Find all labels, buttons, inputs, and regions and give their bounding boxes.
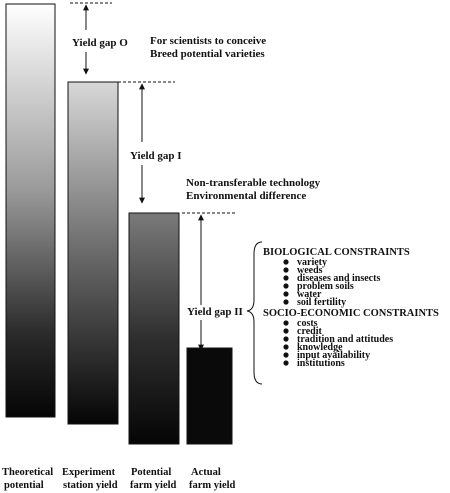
biological-item: problem soils xyxy=(297,281,354,292)
bullet-icon xyxy=(283,328,288,333)
bullet-icon xyxy=(283,267,288,272)
biological-item: diseases and insects xyxy=(297,273,381,284)
socio-economic-item: institutions xyxy=(297,358,345,369)
biological-item: soil fertility xyxy=(297,297,347,308)
caption-actual-farm-line-1: Actual xyxy=(191,467,221,478)
bullet-icon xyxy=(283,320,288,325)
biological-item: water xyxy=(297,289,322,300)
bullet-icon xyxy=(283,275,288,280)
gap-o-label: Yield gap O xyxy=(72,37,128,49)
socio-economic-item: knowledge xyxy=(297,342,343,353)
bar-potential-farm-yield xyxy=(129,213,179,444)
caption-actual-farm-line-2: farm yield xyxy=(189,480,236,491)
caption-theoretical-line-1: Theoretical xyxy=(2,467,54,478)
biological-constraints-list xyxy=(283,257,380,308)
caption-potential-farm-line-1: Potential xyxy=(131,467,172,478)
caption-theoretical-line-2: potential xyxy=(4,480,44,491)
biological-item: weeds xyxy=(297,265,323,276)
caption-potential-farm-line-2: farm yield xyxy=(130,480,177,491)
biological-item: variety xyxy=(297,257,327,268)
socio-economic-item: costs xyxy=(297,318,318,329)
bar-theoretical-potential xyxy=(6,4,55,417)
bullet-icon xyxy=(283,259,288,264)
bullet-icon xyxy=(283,299,288,304)
socio-economic-constraints-heading: SOCIO-ECONOMIC CONSTRAINTS xyxy=(263,308,439,319)
gap-i-note-1: Non-transferable technology xyxy=(186,177,321,189)
caption-experiment-line-1: Experiment xyxy=(62,467,116,478)
bullet-icon xyxy=(283,352,288,357)
biological-constraints-heading: BIOLOGICAL CONSTRAINTS xyxy=(263,247,410,258)
socio-economic-item: input availability xyxy=(297,350,371,361)
socio-economic-item: credit xyxy=(297,326,322,337)
bullet-icon xyxy=(283,291,288,296)
bullet-icon xyxy=(283,283,288,288)
bullet-icon xyxy=(283,344,288,349)
constraints-brace xyxy=(247,242,262,384)
gap-ii-label: Yield gap II xyxy=(187,306,243,318)
socio-economic-constraints-list xyxy=(283,318,393,369)
bullet-icon xyxy=(283,336,288,341)
caption-experiment-line-2: station yield xyxy=(63,480,118,491)
bar-experiment-station-yield xyxy=(68,82,118,424)
bar-actual-farm-yield xyxy=(187,348,232,444)
gap-i-note-2: Environmental difference xyxy=(186,190,307,202)
gap-o-note-1: For scientists to conceive xyxy=(150,35,267,47)
bullet-icon xyxy=(283,360,288,365)
gap-o-note-2: Breed potential varieties xyxy=(150,48,265,60)
socio-economic-item: tradition and attitudes xyxy=(297,334,394,345)
gap-i-label: Yield gap I xyxy=(130,150,182,162)
